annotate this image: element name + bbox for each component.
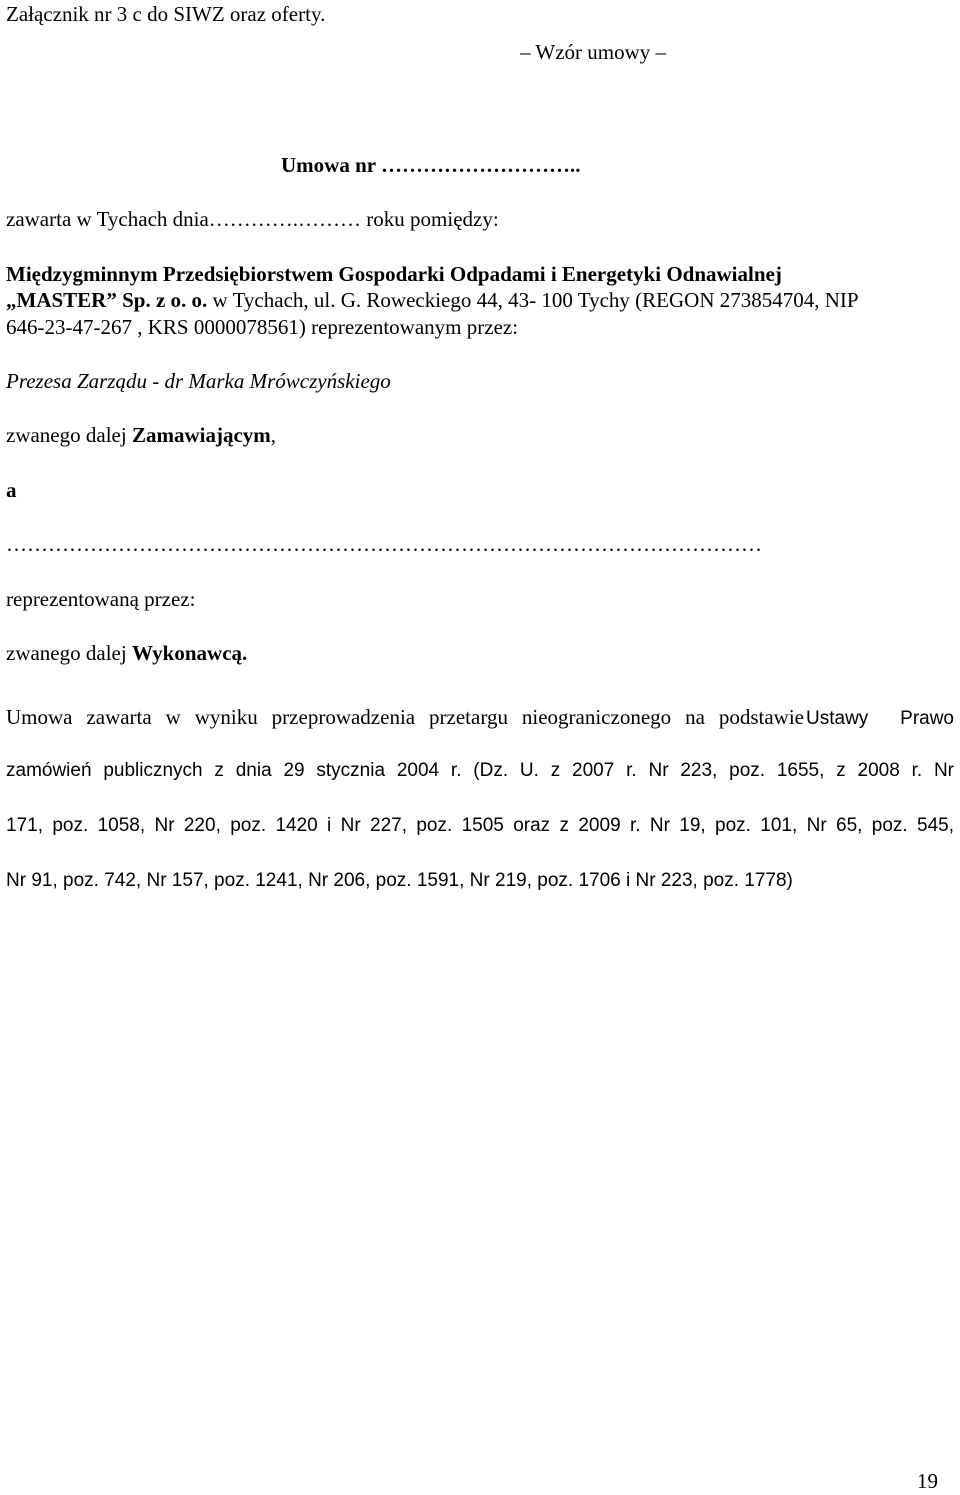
party1-role: Zamawiającym <box>131 423 271 447</box>
party2-placeholder: ……………………………………………………………………………………………… <box>6 532 762 556</box>
concluded-line: zawarta w Tychach dnia………….……… roku pomiędzy: <box>6 207 499 231</box>
basis-line-1 <box>6 705 954 730</box>
basis-line-2: zamówień publicznych z dnia 29 stycznia 2004 r. (Dz. U. z 2007 r. Nr 223, poz. 1655, z 2008 r. Nr <box>6 760 954 781</box>
basis-line-1-sans: Ustawy Prawo <box>806 708 954 729</box>
basis-line-4: Nr 91, poz. 742, Nr 157, poz. 1241, Nr 206, poz. 1591, Nr 219, poz. 1706 i Nr 223, poz. 1778) <box>6 870 793 891</box>
party1-representative: Prezesa Zarządu - dr Marka Mrówczyńskiego <box>6 369 391 393</box>
attachment-header: Załącznik nr 3 c do SIWZ oraz oferty. <box>6 2 326 26</box>
party2-called <box>6 641 247 666</box>
party1-ids: 646-23-47-267 , KRS 0000078561) reprezentowanym przez: <box>6 315 519 339</box>
party2-role: Wykonawcą. <box>131 641 248 665</box>
party1-called-suffix: , <box>270 423 277 447</box>
party1-short-name: „MASTER” Sp. z o. o. <box>6 288 208 312</box>
party1-called <box>6 423 276 448</box>
party2-represented-by: reprezentowaną przez: <box>6 587 196 611</box>
party1-address: w Tychach, ul. G. Roweckiego 44, 43- 100 Tychy (REGON 273854704, NIP <box>207 288 859 312</box>
conjunction: a <box>6 478 17 502</box>
template-title: – Wzór umowy – <box>520 40 667 64</box>
page-number: 19 <box>917 1469 938 1493</box>
party1-name: Międzygminnym Przedsiębiorstwem Gospodarki Odpadami i Energetyki Odnawialnej <box>6 262 782 286</box>
party1-address-line <box>6 288 859 313</box>
basis-line-1-text: Umowa zawarta w wyniku przeprowadzenia przetargu nieograniczonego na podstawie <box>6 705 804 729</box>
basis-line-3: 171, poz. 1058, Nr 220, poz. 1420 i Nr 227, poz. 1505 oraz z 2009 r. Nr 19, poz. 101, Nr 65, poz. 545, <box>6 815 954 836</box>
contract-number: Umowa nr ……………………….. <box>281 153 581 177</box>
party2-called-prefix: zwanego dalej <box>6 641 132 665</box>
party1-called-prefix: zwanego dalej <box>6 423 132 447</box>
